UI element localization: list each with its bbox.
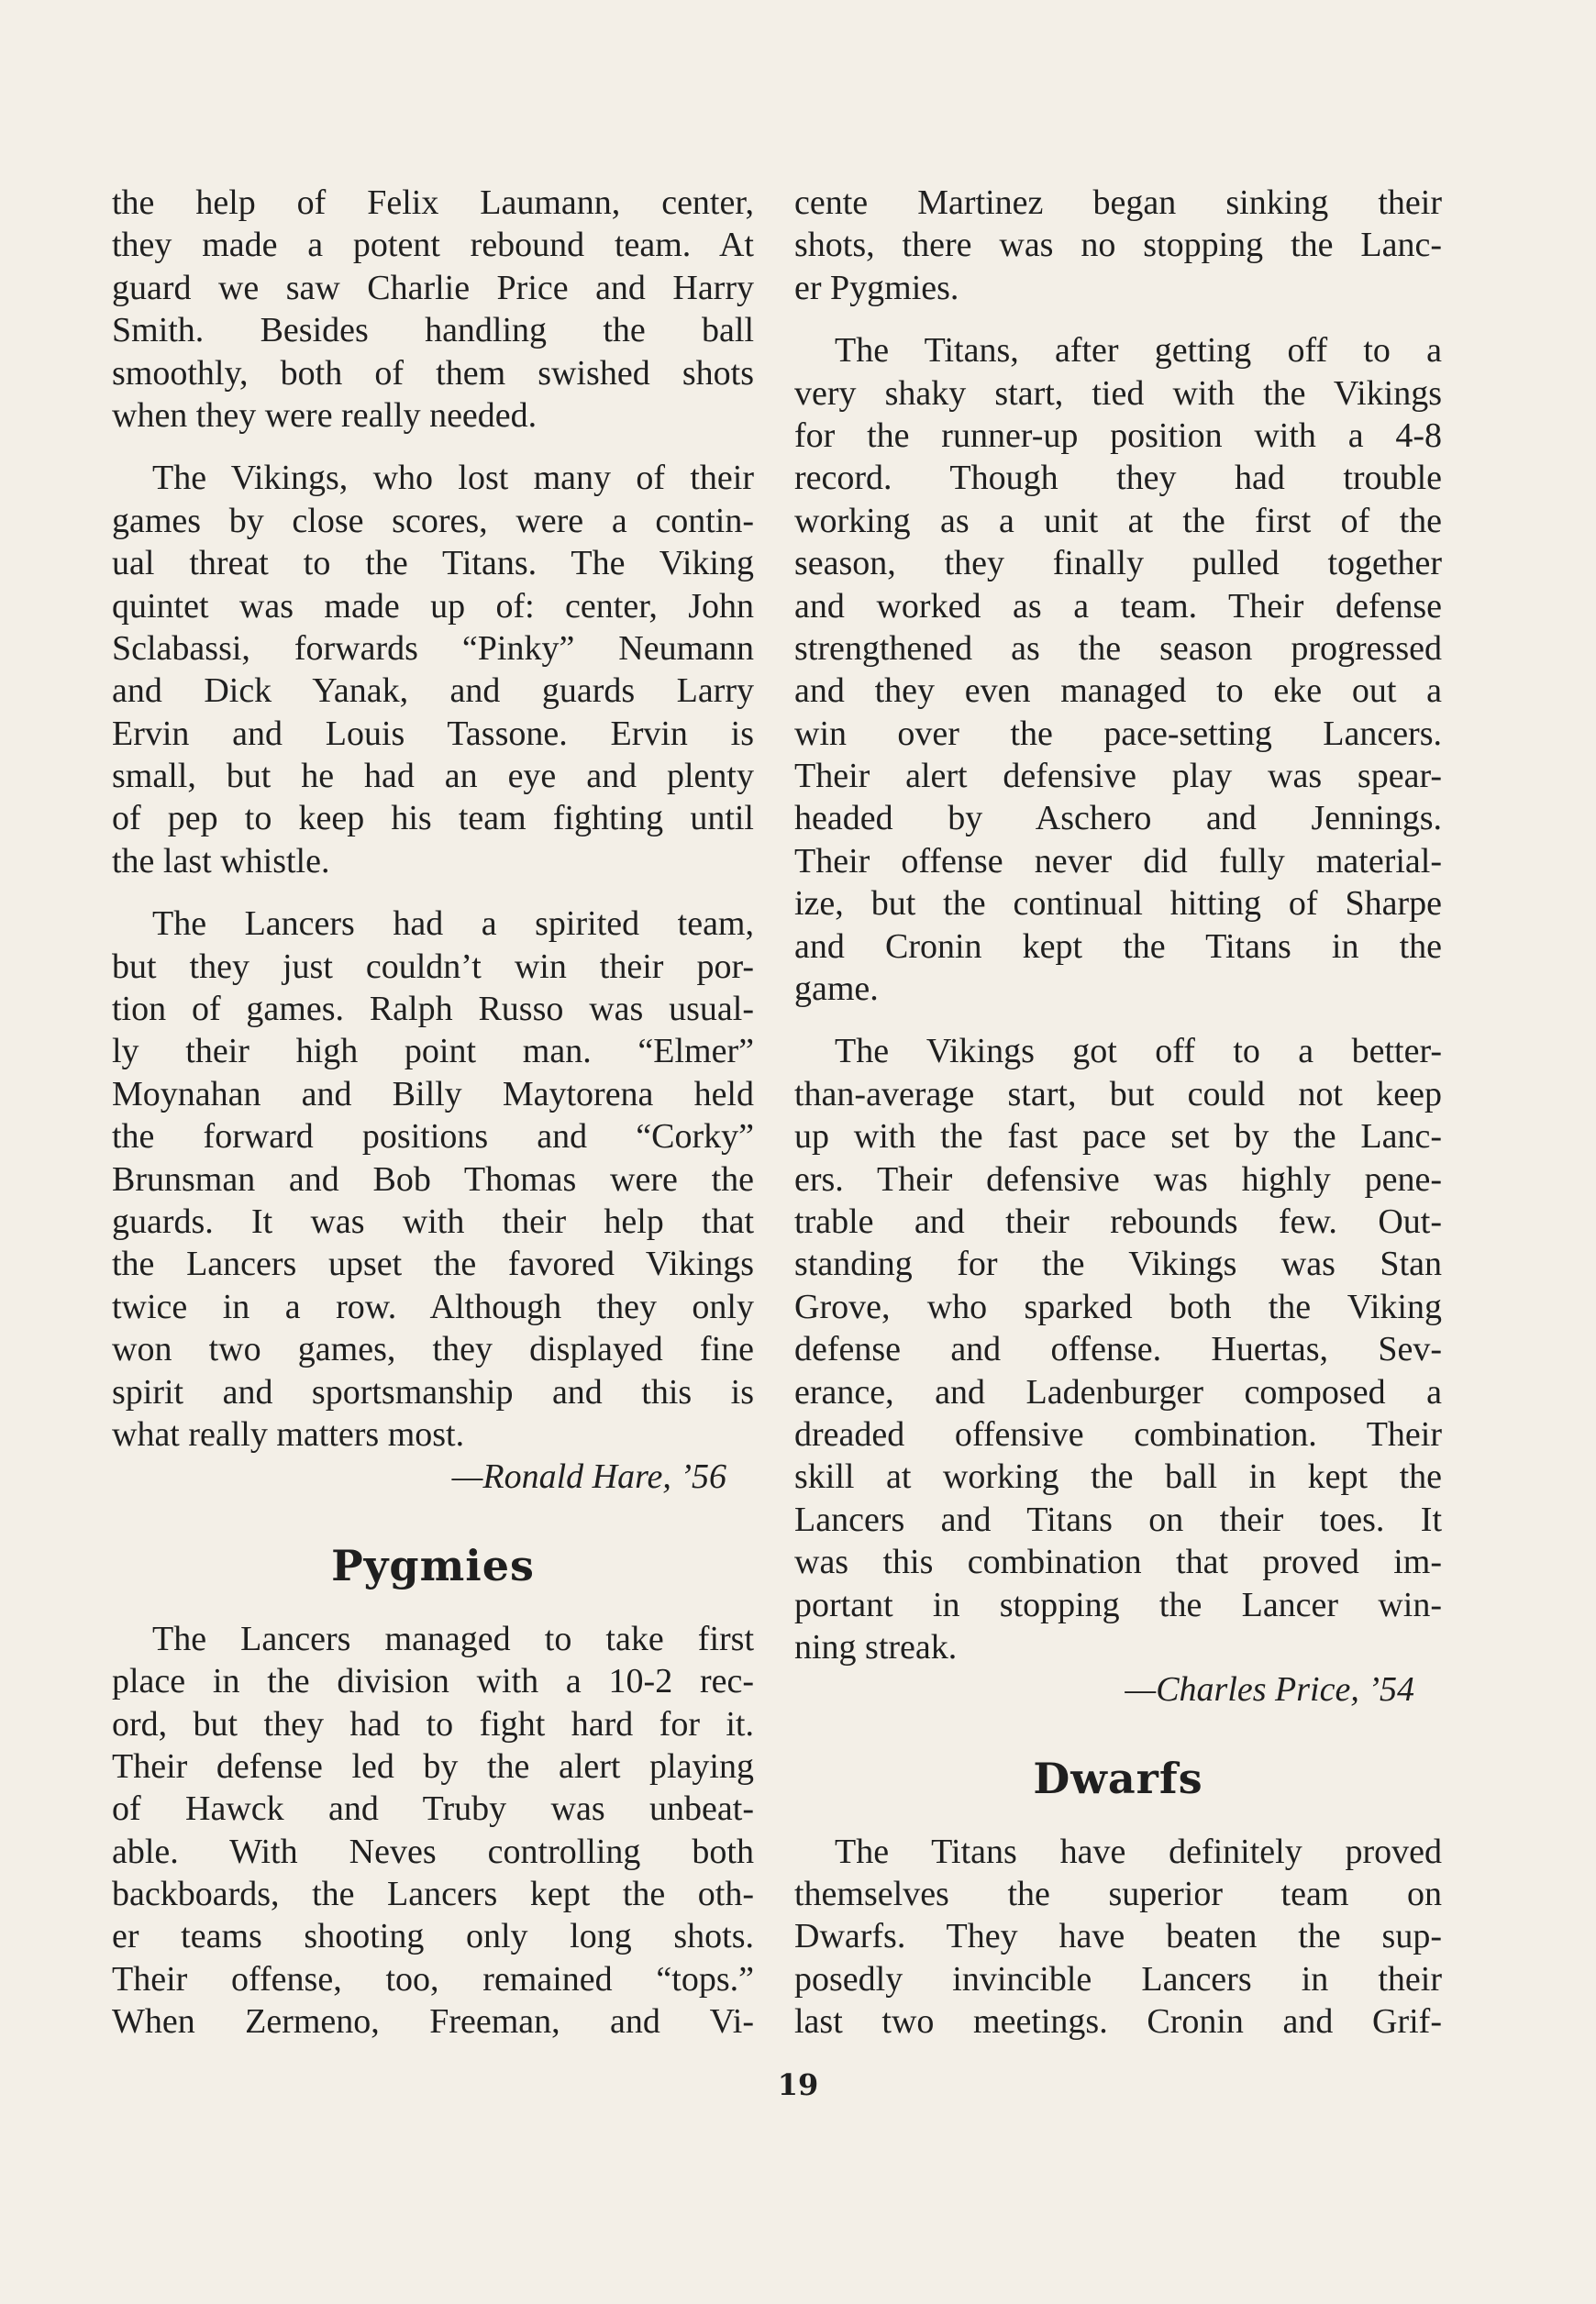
- text-line: of pep to keep his team fighting until: [112, 799, 754, 838]
- left-column: [112, 182, 754, 2064]
- text-line: The Lancers managed to take first: [152, 1619, 754, 1658]
- text-line: er teams shooting only long shots.: [112, 1917, 754, 1956]
- text-line: games by close scores, were a contin-: [112, 501, 754, 540]
- text-line: and worked as a team. Their defense: [794, 586, 1442, 626]
- text-line: very shaky start, tied with the Vikings: [794, 373, 1442, 413]
- text-line: and Dick Yanak, and guards Larry: [112, 671, 754, 711]
- paragraph: [112, 903, 754, 1498]
- text-line: portant in stopping the Lancer win-: [794, 1585, 1442, 1624]
- text-line: cente Martinez began sinking their: [794, 183, 1442, 222]
- paragraph: [794, 1831, 1442, 2044]
- text-line: posedly invincible Lancers in their: [794, 1959, 1442, 1999]
- paragraph: [112, 182, 754, 437]
- text-line: trable and their rebounds few. Out-: [794, 1202, 1442, 1241]
- right-column: [794, 182, 1442, 2064]
- section-heading-dwarfs: Dwarfs: [1033, 1753, 1203, 1803]
- text-line: Moynahan and Billy Maytorena held: [112, 1074, 754, 1113]
- text-line: small, but he had an eye and plenty: [112, 757, 754, 796]
- text-line: twice in a row. Although they only: [112, 1287, 754, 1326]
- text-line: The Titans have definitely proved: [835, 1832, 1442, 1871]
- text-line: defense and offense. Huertas, Sev-: [794, 1330, 1442, 1369]
- section-heading-pygmies: Pygmies: [331, 1540, 535, 1590]
- text-line: the last whistle.: [112, 841, 330, 881]
- text-line: game.: [794, 969, 879, 1009]
- text-line: place in the division with a 10-2 rec-: [112, 1662, 754, 1701]
- text-line: The Lancers had a spirited team,: [152, 904, 754, 944]
- text-line: for the runner-up position with a 4-8: [794, 415, 1442, 455]
- paragraph: [112, 1618, 754, 2044]
- text-line: Their offense, too, remained “tops.”: [112, 1959, 754, 1999]
- text-line: Ervin and Louis Tassone. Ervin is: [112, 714, 754, 753]
- text-line: Grove, who sparked both the Viking: [794, 1287, 1442, 1326]
- text-line: able. With Neves controlling both: [112, 1832, 754, 1871]
- author-signature: —Charles Price, ’54: [1125, 1670, 1414, 1710]
- text-line: and Cronin kept the Titans in the: [794, 926, 1442, 966]
- text-line: strengthened as the season progressed: [794, 628, 1442, 668]
- paragraph: [794, 182, 1442, 309]
- text-line: of Hawck and Truby was unbeat-: [112, 1789, 754, 1829]
- paragraph: [794, 329, 1442, 1010]
- author-signature: —Ronald Hare, ’56: [451, 1457, 726, 1497]
- text-line: The Vikings got off to a better-: [835, 1032, 1442, 1071]
- text-line: ly their high point man. “Elmer”: [112, 1032, 754, 1071]
- paragraph: [794, 1030, 1442, 1711]
- text-line: smoothly, both of them swished shots: [112, 353, 754, 393]
- text-line: backboards, the Lancers kept the oth-: [112, 1875, 754, 1914]
- text-line: Their offense never did fully material-: [794, 841, 1442, 881]
- text-line: skill at working the ball in kept the: [794, 1457, 1442, 1497]
- text-line: erance, and Ladenburger composed a: [794, 1372, 1442, 1412]
- text-line: tion of games. Ralph Russo was usual-: [112, 990, 754, 1029]
- text-line: ize, but the continual hitting of Sharpe: [794, 884, 1442, 924]
- text-line: record. Though they had trouble: [794, 459, 1442, 498]
- text-line: Dwarfs. They have beaten the sup-: [794, 1917, 1442, 1956]
- text-line: working as a unit at the first of the: [794, 501, 1442, 540]
- text-line: but they just couldn’t win their por-: [112, 947, 754, 986]
- text-line: Their defense led by the alert playing: [112, 1746, 754, 1786]
- text-line: shots, there was no stopping the Lanc-: [794, 226, 1442, 265]
- text-line: guards. It was with their help that: [112, 1202, 754, 1241]
- text-line: ual threat to the Titans. The Viking: [112, 544, 754, 583]
- text-line: Brunsman and Bob Thomas were the: [112, 1159, 754, 1199]
- text-line: The Vikings, who lost many of their: [152, 459, 754, 498]
- text-line: ers. Their defensive was highly pene-: [794, 1159, 1442, 1199]
- text-line: won two games, they displayed fine: [112, 1330, 754, 1369]
- text-line: what really matters most.: [112, 1414, 465, 1454]
- text-line: guard we saw Charlie Price and Harry: [112, 268, 754, 307]
- text-line: er Pygmies.: [794, 268, 959, 307]
- text-line: the help of Felix Laumann, center,: [112, 183, 754, 222]
- text-line: win over the pace-setting Lancers.: [794, 714, 1442, 753]
- text-line: ord, but they had to fight hard for it.: [112, 1704, 754, 1744]
- text-line: When Zermeno, Freeman, and Vi-: [112, 2002, 754, 2042]
- text-line: when they were really needed.: [112, 395, 538, 435]
- text-line: Lancers and Titans on their toes. It: [794, 1500, 1442, 1539]
- text-line: spirit and sportsmanship and this is: [112, 1372, 754, 1412]
- text-line: Sclabassi, forwards “Pinky” Neumann: [112, 628, 754, 668]
- text-line: they made a potent rebound team. At: [112, 226, 754, 265]
- text-line: ning streak.: [794, 1627, 958, 1667]
- page-number: 19: [777, 2067, 819, 2102]
- text-line: standing for the Vikings was Stan: [794, 1245, 1442, 1284]
- text-line: Smith. Besides handling the ball: [112, 311, 754, 350]
- text-line: up with the fast pace set by the Lanc-: [794, 1117, 1442, 1157]
- text-line: themselves the superior team on: [794, 1875, 1442, 1914]
- text-line: the forward positions and “Corky”: [112, 1117, 754, 1157]
- text-line: than-average start, but could not keep: [794, 1074, 1442, 1113]
- text-line: last two meetings. Cronin and Grif-: [794, 2002, 1442, 2042]
- text-line: headed by Aschero and Jennings.: [794, 799, 1442, 838]
- text-line: The Titans, after getting off to a: [835, 331, 1442, 371]
- text-line: and they even managed to eke out a: [794, 671, 1442, 711]
- text-line: was this combination that proved im-: [794, 1543, 1442, 1582]
- text-line: quintet was made up of: center, John: [112, 586, 754, 626]
- text-line: dreaded offensive combination. Their: [794, 1414, 1442, 1454]
- text-line: the Lancers upset the favored Vikings: [112, 1245, 754, 1284]
- text-line: season, they finally pulled together: [794, 544, 1442, 583]
- text-line: Their alert defensive play was spear-: [794, 757, 1442, 796]
- paragraph: [112, 457, 754, 882]
